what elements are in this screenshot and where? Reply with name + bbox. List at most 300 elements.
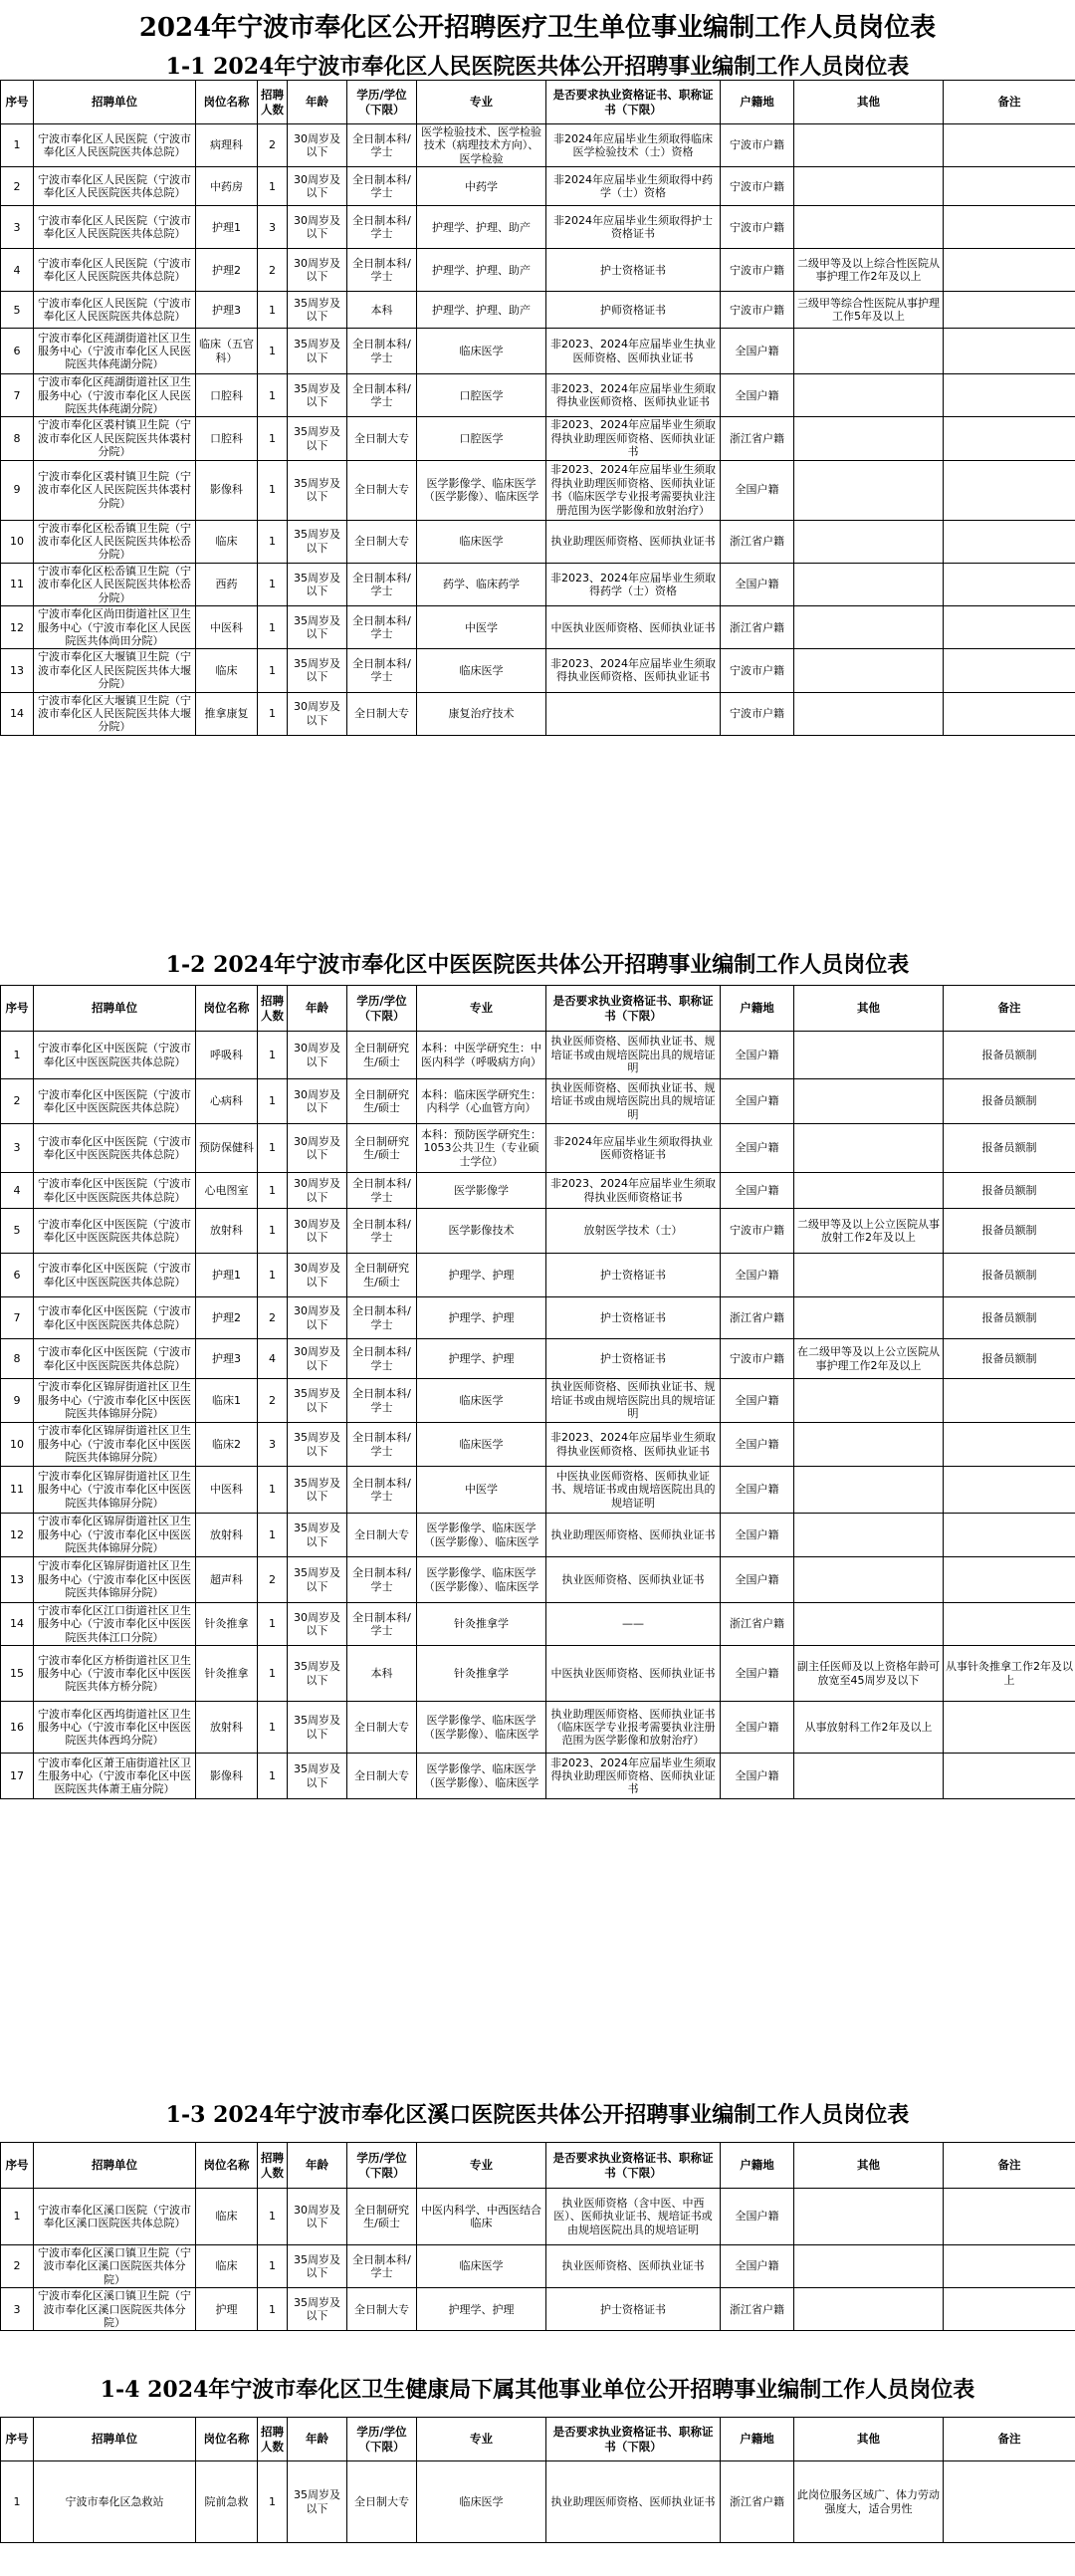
- table-cell: 执业医师资格、医师执业证书、规培证书或由规培医院出具的规培证明: [546, 1379, 721, 1423]
- table-cell: 14: [1, 692, 34, 735]
- table-cell: [944, 329, 1075, 374]
- table-row: [1, 1646, 1075, 1702]
- table-cell: [546, 692, 721, 735]
- table-cell: 35周岁及以下: [288, 606, 347, 649]
- table-cell: [944, 1379, 1075, 1423]
- table-cell: 宁波市奉化区松岙镇卫生院（宁波市奉化区人民医院医共体松岙分院）: [34, 563, 196, 605]
- table-cell: 临床（五官科）: [196, 329, 258, 374]
- table-cell: 16: [1, 1702, 34, 1754]
- table-cell: 宁波市奉化区尚田街道社区卫生服务中心（宁波市奉化区人民医院医共体尚田分院）: [34, 606, 196, 649]
- table-row: [1, 417, 1075, 460]
- table-cell: 2: [1, 1079, 34, 1124]
- table-cell: 全日制本科/学士: [347, 649, 417, 692]
- table-cell: 中药学: [417, 167, 546, 206]
- table-cell: 全日制大专: [347, 2461, 417, 2543]
- table-cell: 口腔科: [196, 417, 258, 460]
- column-header: 序号: [1, 986, 34, 1032]
- table-cell: 宁波市奉化区莼湖街道社区卫生服务中心（宁波市奉化区人民医院医共体莼湖分院）: [34, 374, 196, 417]
- table-row: [1, 292, 1075, 329]
- table-row: [1, 206, 1075, 249]
- table-cell: [944, 206, 1075, 249]
- table-cell: 1: [258, 649, 288, 692]
- table-cell: 在二级甲等及以上公立医院从事护理工作2年及以上: [794, 1339, 944, 1379]
- table-cell: 全国户籍: [721, 329, 794, 374]
- table-cell: 1: [258, 1754, 288, 1799]
- table-cell: 1: [258, 1514, 288, 1557]
- table-cell: 35周岁及以下: [288, 1646, 347, 1702]
- table-cell: 全国户籍: [721, 1379, 794, 1423]
- table-cell: 1: [1, 2189, 34, 2245]
- table-cell: 13: [1, 649, 34, 692]
- section-title: 1-2 2024年宁波市奉化区中医医院医共体公开招聘事业编制工作人员岗位表: [165, 951, 910, 978]
- column-header: 户籍地: [721, 81, 794, 124]
- table-cell: [944, 1557, 1075, 1603]
- table-cell: 35周岁及以下: [288, 1702, 347, 1754]
- table-cell: 宁波市奉化区裘村镇卫生院（宁波市奉化区人民医院医共体裘村分院）: [34, 460, 196, 520]
- table-cell: 1: [258, 2245, 288, 2288]
- table-row: [1, 1254, 1075, 1297]
- table-cell: 全国户籍: [721, 1124, 794, 1173]
- table-cell: 西药: [196, 563, 258, 605]
- table-cell: 执业医师资格、医师执业证书: [546, 1557, 721, 1603]
- table-cell: 1: [258, 1467, 288, 1514]
- table-cell: 35周岁及以下: [288, 417, 347, 460]
- table-row: [1, 2245, 1075, 2288]
- table-cell: 全日制本科/学士: [347, 1173, 417, 1209]
- table-cell: 1: [258, 1209, 288, 1254]
- column-header: 招聘人数: [258, 986, 288, 1032]
- column-header: 序号: [1, 81, 34, 124]
- table-cell: 1: [258, 167, 288, 206]
- table-cell: 执业助理医师资格、医师执业证书: [546, 520, 721, 563]
- column-header: 户籍地: [721, 2418, 794, 2461]
- column-header: 年龄: [288, 986, 347, 1032]
- table-cell: 12: [1, 606, 34, 649]
- table-cell: 执业医师资格、医师执业证书、规培证书或由规培医院出具的规培证明: [546, 1079, 721, 1124]
- table-cell: 35周岁及以下: [288, 1514, 347, 1557]
- table-cell: 非2023、2024年应届毕业生须取得执业医师资格、医师执业证书: [546, 374, 721, 417]
- table-cell: 35周岁及以下: [288, 649, 347, 692]
- table-cell: 医学影像学: [417, 1173, 546, 1209]
- table-cell: 1: [258, 1032, 288, 1079]
- table-cell: 全日制本科/学士: [347, 329, 417, 374]
- table-cell: 临床医学: [417, 649, 546, 692]
- table-cell: [944, 1603, 1075, 1646]
- table-cell: 报备员额制: [944, 1173, 1075, 1209]
- table-cell: 中医执业医师资格、医师执业证书、规培证书或由规培医院出具的规培证明: [546, 1467, 721, 1514]
- table-cell: [794, 2189, 944, 2245]
- table-cell: 医学影像技术: [417, 1209, 546, 1254]
- column-header: 备注: [944, 986, 1075, 1032]
- table-cell: 临床医学: [417, 1423, 546, 1467]
- table-cell: 30周岁及以下: [288, 1173, 347, 1209]
- table-cell: 15: [1, 1646, 34, 1702]
- table-cell: [944, 124, 1075, 167]
- table-cell: 报备员额制: [944, 1297, 1075, 1339]
- table-cell: 针灸推拿: [196, 1603, 258, 1646]
- column-header: 备注: [944, 81, 1075, 124]
- table-cell: 30周岁及以下: [288, 2189, 347, 2245]
- table-cell: 非2023、2024年应届毕业生须取得执业助理医师资格、医师执业证书: [546, 417, 721, 460]
- table-cell: 浙江省户籍: [721, 1603, 794, 1646]
- column-header: 招聘单位: [34, 986, 196, 1032]
- table-cell: [794, 1557, 944, 1603]
- table-cell: 全日制本科/学士: [347, 2245, 417, 2288]
- table-cell: 本科: [347, 1646, 417, 1702]
- table-cell: [794, 2245, 944, 2288]
- table-cell: 13: [1, 1557, 34, 1603]
- table-cell: 口腔科: [196, 374, 258, 417]
- table-cell: 护士资格证书: [546, 2288, 721, 2331]
- table-cell: 宁波市户籍: [721, 124, 794, 167]
- table-row: [1, 1124, 1075, 1173]
- table-cell: 35周岁及以下: [288, 1423, 347, 1467]
- table-cell: 全日制本科/学士: [347, 124, 417, 167]
- table-cell: 3: [1, 206, 34, 249]
- column-header: 其他: [794, 2143, 944, 2189]
- table-cell: 超声科: [196, 1557, 258, 1603]
- table-cell: 护士资格证书: [546, 1339, 721, 1379]
- table-cell: 宁波市奉化区莼湖街道社区卫生服务中心（宁波市奉化区人民医院医共体莼湖分院）: [34, 329, 196, 374]
- column-header: 招聘人数: [258, 2143, 288, 2189]
- table-cell: 1: [258, 563, 288, 605]
- table-cell: 30周岁及以下: [288, 1339, 347, 1379]
- table-cell: 全日制本科/学士: [347, 1297, 417, 1339]
- table-cell: 12: [1, 1514, 34, 1557]
- table-cell: 非2023、2024年应届毕业生须取得执业医师资格、医师执业证书: [546, 1423, 721, 1467]
- column-header: 是否要求执业资格证书、职称证书（下限）: [546, 2143, 721, 2189]
- column-header: 岗位名称: [196, 2418, 258, 2461]
- table-cell: 宁波市奉化区中医医院（宁波市奉化区中医医院医共体总院）: [34, 1173, 196, 1209]
- column-header: 学历/学位（下限）: [347, 2418, 417, 2461]
- table-cell: 9: [1, 1379, 34, 1423]
- table-cell: 5: [1, 1209, 34, 1254]
- table-cell: 3: [258, 206, 288, 249]
- table-cell: 全国户籍: [721, 1557, 794, 1603]
- table-header-row: [1, 81, 1075, 124]
- column-header: 备注: [944, 2143, 1075, 2189]
- column-header: 是否要求执业资格证书、职称证书（下限）: [546, 986, 721, 1032]
- column-header: 招聘单位: [34, 2418, 196, 2461]
- table-cell: [794, 1754, 944, 1799]
- page-title: 2024年宁波市奉化区公开招聘医疗卫生单位事业编制工作人员岗位表: [138, 12, 937, 43]
- column-header: 专业: [417, 2143, 546, 2189]
- column-header: 序号: [1, 2143, 34, 2189]
- table-cell: 2: [1, 2245, 34, 2288]
- table-cell: 宁波市奉化区方桥街道社区卫生服务中心（宁波市奉化区中医医院医共体方桥分院）: [34, 1646, 196, 1702]
- table-cell: 全日制本科/学士: [347, 249, 417, 292]
- table-cell: [794, 124, 944, 167]
- table-cell: 本科：预防医学研究生：1053公共卫生（专业硕士学位）: [417, 1124, 546, 1173]
- table-cell: [944, 374, 1075, 417]
- table-row: [1, 1032, 1075, 1079]
- table-cell: 药学、临床药学: [417, 563, 546, 605]
- table-cell: 中医执业医师资格、医师执业证书: [546, 1646, 721, 1702]
- table-cell: 6: [1, 1254, 34, 1297]
- table-cell: 30周岁及以下: [288, 1209, 347, 1254]
- table-cell: 35周岁及以下: [288, 460, 347, 520]
- table-cell: 宁波市奉化区人民医院（宁波市奉化区人民医院医共体总院）: [34, 167, 196, 206]
- table-cell: 全日制本科/学士: [347, 606, 417, 649]
- table-row: [1, 1603, 1075, 1646]
- table-cell: [944, 1423, 1075, 1467]
- table-cell: 宁波市奉化区急救站: [34, 2461, 196, 2543]
- table-cell: 3: [1, 1124, 34, 1173]
- table-cell: 全日制本科/学士: [347, 206, 417, 249]
- table-cell: 宁波市户籍: [721, 206, 794, 249]
- table-cell: 35周岁及以下: [288, 1754, 347, 1799]
- table-cell: [944, 563, 1075, 605]
- table-cell: 宁波市奉化区中医医院（宁波市奉化区中医医院医共体总院）: [34, 1339, 196, 1379]
- table-row: [1, 1702, 1075, 1754]
- table-cell: 30周岁及以下: [288, 1032, 347, 1079]
- table-cell: 护士资格证书: [546, 249, 721, 292]
- table-cell: 30周岁及以下: [288, 206, 347, 249]
- section-title: 1-4 2024年宁波市奉化区卫生健康局下属其他事业单位公开招聘事业编制工作人员岗位表: [100, 2376, 975, 2403]
- table-cell: [944, 249, 1075, 292]
- table-cell: 30周岁及以下: [288, 1603, 347, 1646]
- table-cell: 中医学: [417, 1467, 546, 1514]
- table-cell: 护理学、护理: [417, 1254, 546, 1297]
- table-cell: [794, 1297, 944, 1339]
- table-cell: [944, 292, 1075, 329]
- table-row: [1, 1557, 1075, 1603]
- table-cell: 2: [258, 1379, 288, 1423]
- positions-table: [0, 2417, 1075, 2543]
- table-cell: 全国户籍: [721, 1754, 794, 1799]
- table-row: [1, 2189, 1075, 2245]
- table-cell: 心病科: [196, 1079, 258, 1124]
- table-cell: 35周岁及以下: [288, 1379, 347, 1423]
- column-header: 岗位名称: [196, 2143, 258, 2189]
- table-cell: [944, 1754, 1075, 1799]
- table-cell: 护师资格证书: [546, 292, 721, 329]
- table-cell: 本科：临床医学研究生：内科学（心血管方向）: [417, 1079, 546, 1124]
- table-cell: 全日制研究生/硕士: [347, 1124, 417, 1173]
- table-cell: 35周岁及以下: [288, 2288, 347, 2331]
- table-cell: 全日制本科/学士: [347, 1209, 417, 1254]
- table-cell: [944, 417, 1075, 460]
- table-cell: 全日制大专: [347, 520, 417, 563]
- table-cell: 护理2: [196, 1297, 258, 1339]
- table-cell: 从事放射科工作2年及以上: [794, 1702, 944, 1754]
- table-row: [1, 1467, 1075, 1514]
- table-cell: 执业医师资格、医师执业证书、规培证书或由规培医院出具的规培证明: [546, 1032, 721, 1079]
- column-header: 其他: [794, 986, 944, 1032]
- table-cell: 本科：中医学研究生：中医内科学（呼吸病方向）: [417, 1032, 546, 1079]
- table-cell: 院前急救: [196, 2461, 258, 2543]
- table-cell: 宁波市奉化区溪口镇卫生院（宁波市奉化区溪口医院医共体分院）: [34, 2288, 196, 2331]
- table-cell: [794, 1173, 944, 1209]
- table-cell: 非2023、2024年应届毕业生须取得执业助理医师资格、医师执业证书: [546, 1754, 721, 1799]
- table-cell: 非2023、2024年应届毕业生须取得执业助理医师资格、医师执业证书（临床医学专业报考需要执业注册范围为医学影像和放射治疗）: [546, 460, 721, 520]
- column-header: 招聘单位: [34, 81, 196, 124]
- table-cell: 呼吸科: [196, 1032, 258, 1079]
- column-header: 备注: [944, 2418, 1075, 2461]
- table-cell: [794, 1423, 944, 1467]
- table-cell: 浙江省户籍: [721, 606, 794, 649]
- table-cell: 非2023、2024年应届毕业生须取得药学（士）资格: [546, 563, 721, 605]
- table-cell: 1: [258, 374, 288, 417]
- table-cell: [944, 2245, 1075, 2288]
- table-cell: 全日制研究生/硕士: [347, 1032, 417, 1079]
- table-cell: 二级甲等及以上公立医院从事放射工作2年及以上: [794, 1209, 944, 1254]
- table-cell: 执业助理医师资格、医师执业证书（临床医学专业报考需要执业注册范围为医学影像和放射治疗）: [546, 1702, 721, 1754]
- table-cell: 全国户籍: [721, 2189, 794, 2245]
- table-cell: 护理1: [196, 1254, 258, 1297]
- table-cell: 4: [1, 1173, 34, 1209]
- table-cell: 2: [258, 1557, 288, 1603]
- table-cell: 2: [258, 249, 288, 292]
- table-row: [1, 124, 1075, 167]
- column-header: 序号: [1, 2418, 34, 2461]
- table-cell: 宁波市奉化区人民医院（宁波市奉化区人民医院医共体总院）: [34, 249, 196, 292]
- table-cell: 口腔医学: [417, 374, 546, 417]
- table-cell: 全日制本科/学士: [347, 1603, 417, 1646]
- table-cell: 宁波市奉化区溪口医院（宁波市奉化区溪口医院医共体总院）: [34, 2189, 196, 2245]
- table-cell: [794, 417, 944, 460]
- table-cell: 副主任医师及以上资格年龄可放宽至45周岁及以下: [794, 1646, 944, 1702]
- table-cell: 全日制本科/学士: [347, 167, 417, 206]
- table-cell: 临床医学: [417, 1379, 546, 1423]
- table-cell: [944, 1702, 1075, 1754]
- positions-table: [0, 985, 1075, 1799]
- table-row: [1, 606, 1075, 649]
- table-cell: 17: [1, 1754, 34, 1799]
- table-cell: 30周岁及以下: [288, 167, 347, 206]
- table-cell: 1: [258, 1124, 288, 1173]
- table-cell: [794, 1254, 944, 1297]
- table-row: [1, 563, 1075, 605]
- table-row: [1, 2461, 1075, 2543]
- table-cell: 护理学、护理: [417, 2288, 546, 2331]
- positions-table: [0, 2142, 1075, 2331]
- table-cell: 全日制本科/学士: [347, 1339, 417, 1379]
- table-cell: 1: [258, 1254, 288, 1297]
- column-header: 户籍地: [721, 2143, 794, 2189]
- table-cell: 浙江省户籍: [721, 2288, 794, 2331]
- table-cell: 30周岁及以下: [288, 249, 347, 292]
- table-cell: [794, 1032, 944, 1079]
- table-cell: 全日制本科/学士: [347, 1379, 417, 1423]
- table-cell: 全国户籍: [721, 1702, 794, 1754]
- table-cell: 医学影像学、临床医学（医学影像）、临床医学: [417, 1514, 546, 1557]
- table-cell: [794, 206, 944, 249]
- table-cell: 宁波市户籍: [721, 1209, 794, 1254]
- table-cell: 全日制研究生/硕士: [347, 1079, 417, 1124]
- table-cell: 放射科: [196, 1209, 258, 1254]
- table-cell: 全日制研究生/硕士: [347, 1254, 417, 1297]
- table-cell: 报备员额制: [944, 1032, 1075, 1079]
- table-cell: 护理学、护理、助产: [417, 249, 546, 292]
- table-cell: 宁波市奉化区松岙镇卫生院（宁波市奉化区人民医院医共体松岙分院）: [34, 520, 196, 563]
- table-cell: 全国户籍: [721, 1423, 794, 1467]
- table-cell: 中医科: [196, 606, 258, 649]
- table-cell: 护士资格证书: [546, 1297, 721, 1339]
- table-cell: 全日制大专: [347, 2288, 417, 2331]
- table-cell: 全日制本科/学士: [347, 1557, 417, 1603]
- table-cell: ——: [546, 1603, 721, 1646]
- table-row: [1, 520, 1075, 563]
- table-cell: 8: [1, 417, 34, 460]
- table-cell: 全日制本科/学士: [347, 1467, 417, 1514]
- table-cell: 非2023、2024年应届毕业生执业医师资格、医师执业证书: [546, 329, 721, 374]
- table-cell: 临床医学: [417, 2461, 546, 2543]
- column-header: 年龄: [288, 2143, 347, 2189]
- table-cell: [944, 606, 1075, 649]
- table-cell: [944, 520, 1075, 563]
- table-cell: 宁波市户籍: [721, 167, 794, 206]
- table-cell: 30周岁及以下: [288, 1297, 347, 1339]
- table-cell: [944, 460, 1075, 520]
- table-cell: 14: [1, 1603, 34, 1646]
- table-cell: 影像科: [196, 1754, 258, 1799]
- table-cell: [794, 1124, 944, 1173]
- table-cell: [794, 1514, 944, 1557]
- table-cell: 推拿康复: [196, 692, 258, 735]
- table-cell: 针灸推拿: [196, 1646, 258, 1702]
- table-cell: 1: [258, 606, 288, 649]
- table-cell: 1: [258, 292, 288, 329]
- table-cell: 宁波市奉化区中医医院（宁波市奉化区中医医院医共体总院）: [34, 1032, 196, 1079]
- table-cell: 中医学: [417, 606, 546, 649]
- table-cell: [794, 1079, 944, 1124]
- table-cell: 浙江省户籍: [721, 520, 794, 563]
- table-cell: 临床医学: [417, 520, 546, 563]
- table-cell: 执业助理医师资格、医师执业证书: [546, 1514, 721, 1557]
- table-cell: 宁波市奉化区人民医院（宁波市奉化区人民医院医共体总院）: [34, 124, 196, 167]
- column-header: 年龄: [288, 2418, 347, 2461]
- table-cell: 浙江省户籍: [721, 2461, 794, 2543]
- table-cell: 三级甲等综合性医院从事护理工作5年及以上: [794, 292, 944, 329]
- table-cell: 临床: [196, 2189, 258, 2245]
- table-cell: 宁波市奉化区中医医院（宁波市奉化区中医医院医共体总院）: [34, 1124, 196, 1173]
- table-cell: 3: [258, 1423, 288, 1467]
- table-cell: 30周岁及以下: [288, 1079, 347, 1124]
- table-row: [1, 1514, 1075, 1557]
- table-cell: 全国户籍: [721, 1254, 794, 1297]
- table-cell: 1: [258, 329, 288, 374]
- column-header: 学历/学位（下限）: [347, 81, 417, 124]
- table-cell: 放射科: [196, 1514, 258, 1557]
- table-cell: 宁波市奉化区人民医院（宁波市奉化区人民医院医共体总院）: [34, 292, 196, 329]
- table-cell: 2: [258, 1297, 288, 1339]
- table-cell: [794, 374, 944, 417]
- table-cell: 从事针灸推拿工作2年及以上: [944, 1646, 1075, 1702]
- table-header-row: [1, 2143, 1075, 2189]
- table-cell: 浙江省户籍: [721, 417, 794, 460]
- table-row: [1, 1423, 1075, 1467]
- column-header: 招聘单位: [34, 2143, 196, 2189]
- table-cell: 10: [1, 520, 34, 563]
- table-cell: 临床: [196, 520, 258, 563]
- table-cell: 11: [1, 563, 34, 605]
- table-cell: [794, 2288, 944, 2331]
- table-row: [1, 1209, 1075, 1254]
- table-cell: 预防保健科: [196, 1124, 258, 1173]
- table-cell: 此岗位服务区域广、体力劳动强度大，适合男性: [794, 2461, 944, 2543]
- table-cell: 全国户籍: [721, 1514, 794, 1557]
- table-cell: 10: [1, 1423, 34, 1467]
- table-cell: 全国户籍: [721, 460, 794, 520]
- table-cell: 非2024年应届毕业生须取得中药学（士）资格: [546, 167, 721, 206]
- table-row: [1, 460, 1075, 520]
- table-cell: 放射科: [196, 1702, 258, 1754]
- table-cell: 全日制本科/学士: [347, 563, 417, 605]
- table-row: [1, 1339, 1075, 1379]
- table-cell: 1: [258, 692, 288, 735]
- column-header: 专业: [417, 2418, 546, 2461]
